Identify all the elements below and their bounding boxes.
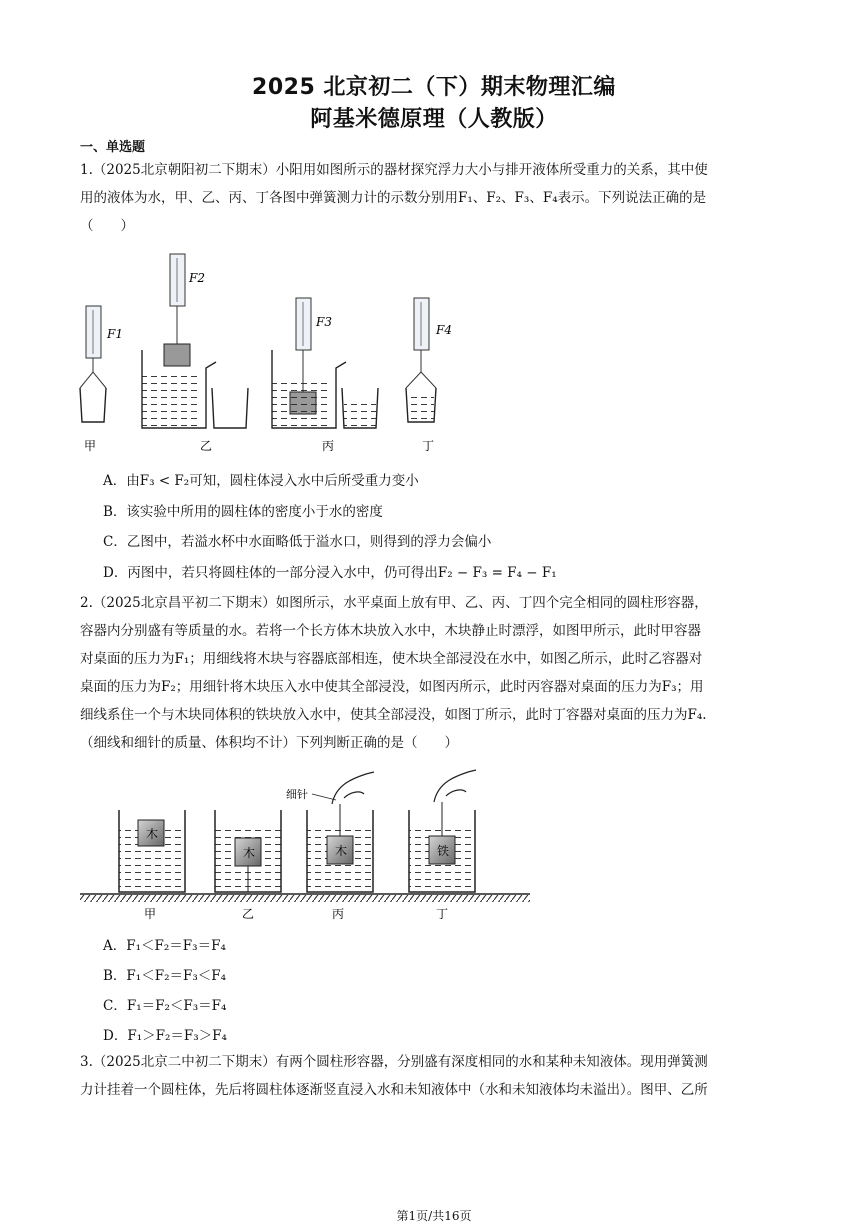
gauge-label-f4: F4	[436, 323, 452, 337]
q1-setup-yi	[142, 254, 248, 428]
question-2-line-1: 2.（2025北京昌平初二下期末）如图所示，水平桌面上放有甲、乙、丙、丁四个完全相同的圆柱形容器，	[80, 595, 708, 611]
question-2-line-3: 对桌面的压力为F₁；用细线将木块与容器底部相连，使木块全部浸没在水中，如图乙所示，此时乙容器对	[80, 651, 703, 667]
q1-option-d[interactable]: D．丙图中，若只将圆柱体的一部分浸入水中，仍可得出F₂ − F₃ = F₄ − F₁	[103, 565, 557, 581]
block-label-jia: 木	[146, 827, 159, 841]
q1-figure-label-bing: 丙	[322, 439, 335, 453]
q2-option-c[interactable]: C．F₁＝F₂＜F₃＝F₄	[103, 998, 227, 1014]
question-3-line-1: 3.（2025北京二中初二下期末）有两个圆柱形容器，分别盛有深度相同的水和某种未知液体。现用弹簧测	[80, 1054, 708, 1070]
q2-figure-label-jia: 甲	[144, 907, 157, 921]
document-title: 2025 北京初二（下）期末物理汇编	[252, 75, 616, 100]
small-beaker-jia	[80, 388, 106, 422]
question-2-text	[80, 589, 792, 757]
q1-figure-label-jia: 甲	[84, 439, 97, 453]
hand-icon-ding	[434, 770, 476, 802]
question-3-text	[80, 1048, 792, 1104]
small-beaker-yi	[212, 388, 248, 428]
q1-setup-bing	[272, 298, 378, 428]
gauge-label-f3: F3	[316, 315, 332, 329]
q1-option-b[interactable]: B．该实验中所用的圆柱体的密度小于水的密度	[103, 504, 383, 520]
q2-figure-label-ding: 丁	[436, 907, 449, 921]
q1-setup-jia	[80, 306, 123, 422]
question-1-line-3: （ ）	[80, 218, 134, 234]
cylinder-block-yi	[164, 344, 190, 366]
q2-option-d[interactable]: D．F₁＞F₂＝F₃＞F₄	[103, 1028, 227, 1044]
block-label-bing: 木	[335, 844, 348, 858]
section-heading: 一、单选题	[80, 140, 146, 155]
q2-option-a[interactable]: A．F₁＜F₂＝F₃＝F₄	[103, 938, 226, 954]
block-label-ding: 铁	[437, 844, 450, 858]
question-2-line-5: 细线系住一个与木块同体积的铁块放入水中，使其全部浸没，如图丁所示，此时丁容器对桌面的压力为F₄.	[80, 707, 707, 723]
question-1-text	[80, 156, 792, 240]
document-subtitle: 阿基米德原理（人教版）	[310, 107, 558, 132]
gauge-label-f2: F2	[189, 271, 205, 285]
hand-icon	[332, 772, 374, 804]
q2-option-b[interactable]: B．F₁＜F₂＝F₃＜F₄	[103, 968, 227, 984]
page-footer: 第1页/共16页	[396, 1209, 472, 1223]
q1-figure-label-ding: 丁	[422, 439, 435, 453]
needle-label: 细针	[286, 788, 308, 801]
q2-figure-label-yi: 乙	[242, 907, 255, 921]
question-3-line-2: 力计挂着一个圆柱体，先后将圆柱体逐渐竖直浸入水和未知液体中（水和未知液体均未溢出）。图甲、乙所	[80, 1082, 708, 1098]
q1-option-c[interactable]: C．乙图中，若溢水杯中水面略低于溢水口，则得到的浮力会偏小	[103, 534, 492, 550]
question-1-line-2: 用的液体为水，甲、乙、丙、丁各图中弹簧测力计的示数分别用F₁、F₂、F₃、F₄表示。下列说法正确的是	[80, 190, 707, 206]
question-2-figure	[74, 764, 534, 924]
q2-figure-label-bing: 丙	[332, 907, 345, 921]
question-1-line-1: 1.（2025北京朝阳初二下期末）小阳用如图所示的器材探究浮力大小与排开液体所受重力的关系，其中使	[80, 162, 708, 178]
question-1-figure	[70, 240, 470, 460]
q1-option-a[interactable]: A．由F₃ < F₂可知，圆柱体浸入水中后所受重力变小	[103, 473, 419, 489]
question-2-line-2: 容器内分别盛有等质量的水。若将一个长方体木块放入水中，木块静止时漂浮，如图甲所示，此时甲容器	[80, 623, 701, 639]
block-label-yi: 木	[243, 846, 256, 860]
question-2-line-6: （细线和细针的质量、体积均不计）下列判断正确的是（ ）	[80, 735, 458, 751]
question-2-line-4: 桌面的压力为F₂；用细针将木块压入水中使其全部浸没，如图丙所示，此时丙容器对桌面的压力为F₃；用	[80, 679, 704, 695]
q1-setup-ding	[406, 298, 452, 422]
q1-figure-label-yi: 乙	[200, 439, 213, 453]
gauge-label-f1: F1	[107, 327, 123, 341]
